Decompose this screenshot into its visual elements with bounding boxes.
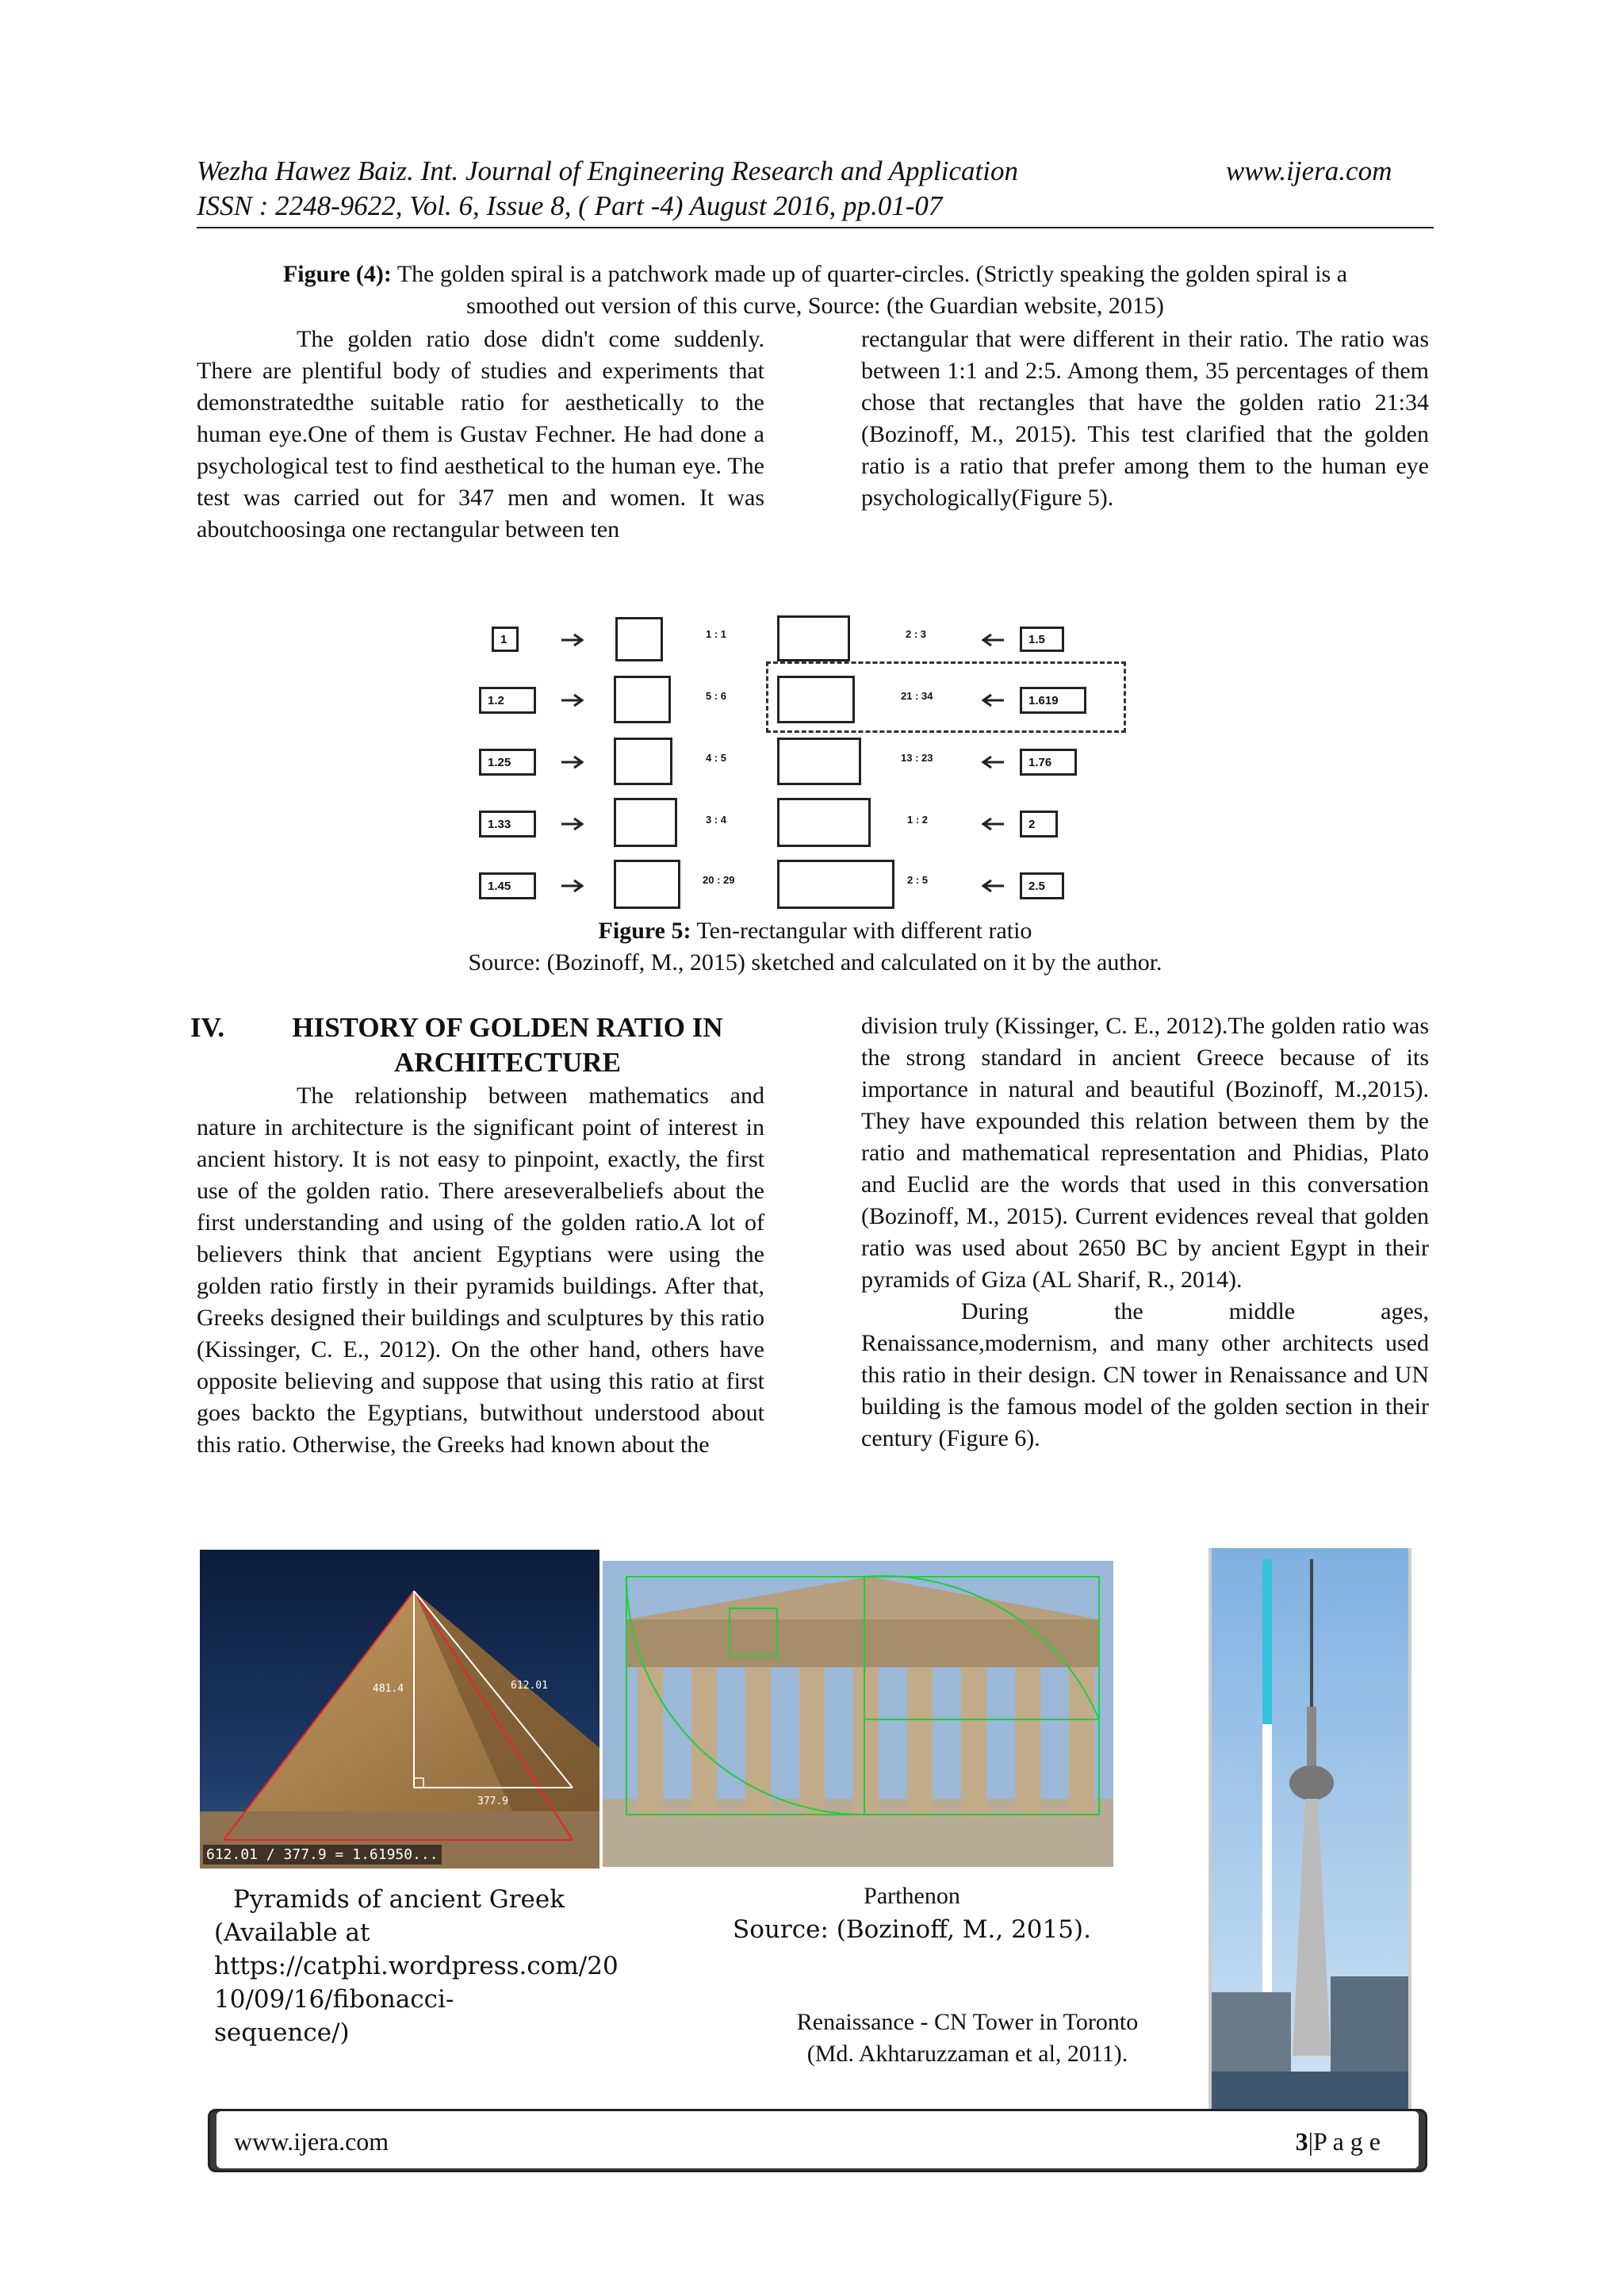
rectangle-ratio-label: 1 : 1 [706,628,727,640]
figure4-caption-label: Figure (4): [282,261,392,287]
figure5-caption-label: Figure 5: [598,918,691,944]
page-label: |P a g e [1308,2127,1381,2156]
arrow-left-icon [979,755,1004,769]
arrow-right-icon [561,755,587,769]
pyramid-formula: 612.01 / 377.9 = 1.61950... [203,1845,442,1865]
ratio-value-label: 1.619 [1020,687,1086,714]
ratio-value-label: 1.25 [479,749,536,776]
ratio-value-label: 1 [492,627,519,652]
pyramid-caption [214,1883,619,2049]
rectangle-ratio-label: 20 : 29 [703,874,735,886]
page-footer [208,2109,1427,2172]
parthenon-illustration [603,1561,1113,1867]
cn-tower-caption-line2: (Md. Akhtaruzzaman et al, 2011). [806,2041,1128,2067]
intro-left-column [197,324,764,546]
pyramid-label-base: 377.9 [477,1796,509,1807]
ratio-rectangle [777,615,850,661]
intro-right-column [861,324,1429,514]
intro-right-paragraph: rectangular that were different in their ratio. The ratio was between 1:1 and 2:5. Among them, 35 percentages of them chose that rectangles that have the golden ratio 21:34 (Bozinoff, M., 2015). This test clarified that the golden ratio is a ratio that prefer among them to the human eye psychologically(Figure 5). [861,326,1429,511]
pyramid-photo [200,1550,599,1869]
rectangle-ratio-label: 3 : 4 [706,814,727,826]
header-rule [197,227,1434,228]
arrow-right-icon [561,633,587,647]
ratio-rectangle [615,617,663,661]
arrow-left-icon [979,879,1004,893]
ratio-rectangle [614,676,671,723]
pyramid-caption-line2: (Available at [214,1918,370,1947]
ratio-value-label: 2 [1020,811,1058,838]
parthenon-caption-line1: Parthenon [864,1883,960,1909]
ratio-value-label: 1.76 [1020,749,1077,776]
page-number: 3 [1295,2127,1308,2156]
cn-tower-caption-line1: Renaissance - CN Tower in Toronto [796,2009,1139,2035]
ratio-rectangle [777,738,861,785]
section-number: IV. [190,1012,225,1043]
figure5-diagram [468,603,1150,920]
ratio-rectangle [777,798,871,847]
pyramid-caption-link-line2[interactable]: 10/09/16/fibonacci-sequence/) [214,1985,454,2047]
section-title-line1: HISTORY OF GOLDEN RATIO IN [292,1012,723,1043]
rectangle-ratio-label: 2 : 5 [907,874,929,886]
running-header-issn: ISSN : 2248-9622, Vol. 6, Issue 8, ( Part -4) August 2016, pp.01-07 [197,190,943,221]
ratio-rectangle [614,860,680,909]
running-header-authors: Wezha Hawez Baiz. Int. Journal of Engineering Research and Application [197,155,1018,186]
figure4-caption-text: The golden spiral is a patchwork made up of quarter-circles. (Strictly speaking the golden spiral is a [391,261,1348,287]
ratio-value-label: 2.5 [1020,872,1064,899]
pyramid-label-height: 481.4 [373,1683,404,1695]
page-footer-panel [216,2111,1419,2168]
parthenon-photo [603,1561,1113,1867]
section-right-column [861,1010,1429,1455]
pyramid-label-slope: 612.01 [511,1680,548,1692]
arrow-right-icon [561,879,587,893]
cn-tower-caption [753,2007,1182,2070]
rectangle-ratio-label: 1 : 2 [907,814,929,826]
ratio-value-label: 1.2 [479,687,536,714]
intro-left-paragraph: The golden ratio dose didn't come suddenly. There are plentiful body of studies and experiments that demonstratedthe suitable ratio for aesthetically to the human eye.One of them is Gustav Fechner. He had done a psychological test to find aesthetical to the human eye. The test was carried out for 347 men and women. It was aboutchoosinga one rectangular between ten [197,326,764,542]
section-left-column [197,1080,764,1461]
pyramid-caption-line1: Pyramids of ancient Greek [233,1885,565,1914]
section-right-paragraph-2: During the middle ages, Renaissance,modernism, and many other architects used this ratio in their design. CN tower in Renaissance and UN building is the famous model of the golden section in their century (Figure 6). [861,1298,1429,1451]
pyramid-caption-link-line1[interactable]: https://catphi.wordpress.com/20 [214,1952,619,1980]
ratio-value-label: 1.33 [479,811,536,838]
arrow-left-icon [979,633,1004,647]
section-title-line2: ARCHITECTURE [394,1047,621,1078]
ratio-rectangle [614,738,672,785]
arrow-left-icon [979,817,1004,831]
running-header-website[interactable]: www.ijera.com [1226,155,1392,186]
arrow-right-icon [561,693,587,707]
rectangle-ratio-label: 13 : 23 [901,752,933,764]
figure4-caption [190,259,1440,322]
ratio-rectangle-golden [777,676,855,723]
footer-page-number [1296,2127,1381,2156]
rectangle-ratio-label: 2 : 3 [906,628,927,640]
figure5-caption-text: Ten-rectangular with different ratio [691,918,1032,944]
cn-tower-illustration [1212,1548,1408,2111]
rectangle-ratio-label: 4 : 5 [706,752,727,764]
arrow-left-icon [979,693,1004,707]
cn-tower-photo [1208,1548,1411,2111]
figure5-caption [197,915,1434,979]
ratio-rectangle [777,860,894,909]
pyramid-illustration [200,1550,599,1869]
parthenon-caption [714,1880,1110,1946]
rectangle-ratio-label: 5 : 6 [706,690,727,702]
arrow-right-icon [561,817,587,831]
ratio-value-label: 1.5 [1020,627,1064,652]
section-title [246,1010,769,1080]
parthenon-caption-line2: Source: (Bozinoff, M., 2015). [733,1915,1091,1944]
ratio-value-label: 1.45 [479,872,536,899]
rectangle-ratio-label: 21 : 34 [901,690,933,702]
section-right-paragraph-1: division truly (Kissinger, C. E., 2012).The golden ratio was the strong standard in ancient Greece because of its importance in natural and beautiful (Bozinoff, M.,2015). They have expounded this relation between them by the ratio and mathematical representation and Phidias, Plato and Euclid are the words that used in this conversation (Bozinoff, M., 2015). Current evidences reveal that golden ratio was used about 2650 BC by ancient Egypt in their pyramids of Giza (AL Sharif, R., 2014). [861,1013,1429,1293]
section-left-paragraph: The relationship between mathematics and nature in architecture is the significant point of interest in ancient history. It is not easy to pinpoint, exactly, the first use of the golden ratio. There areseveralbeliefs about the first understanding and using of the golden ratio.A lot of believers think that ancient Egyptians were using the golden ratio firstly in their pyramids buildings. After that, Greeks designed their buildings and sculptures by this ratio (Kissinger, C. E., 2012). On the other hand, others have opposite believing and suppose that using this ratio at first goes backto the Egyptians, butwithout understood about this ratio. Otherwise, the Greeks had known about the [197,1083,764,1458]
footer-website[interactable]: www.ijera.com [234,2127,389,2156]
figure5-source: Source: (Bozinoff, M., 2015) sketched and calculated on it by the author. [468,949,1162,976]
ratio-rectangle [614,798,677,847]
figure4-caption-line2: smoothed out version of this curve, Source: (the Guardian website, 2015) [466,293,1164,319]
